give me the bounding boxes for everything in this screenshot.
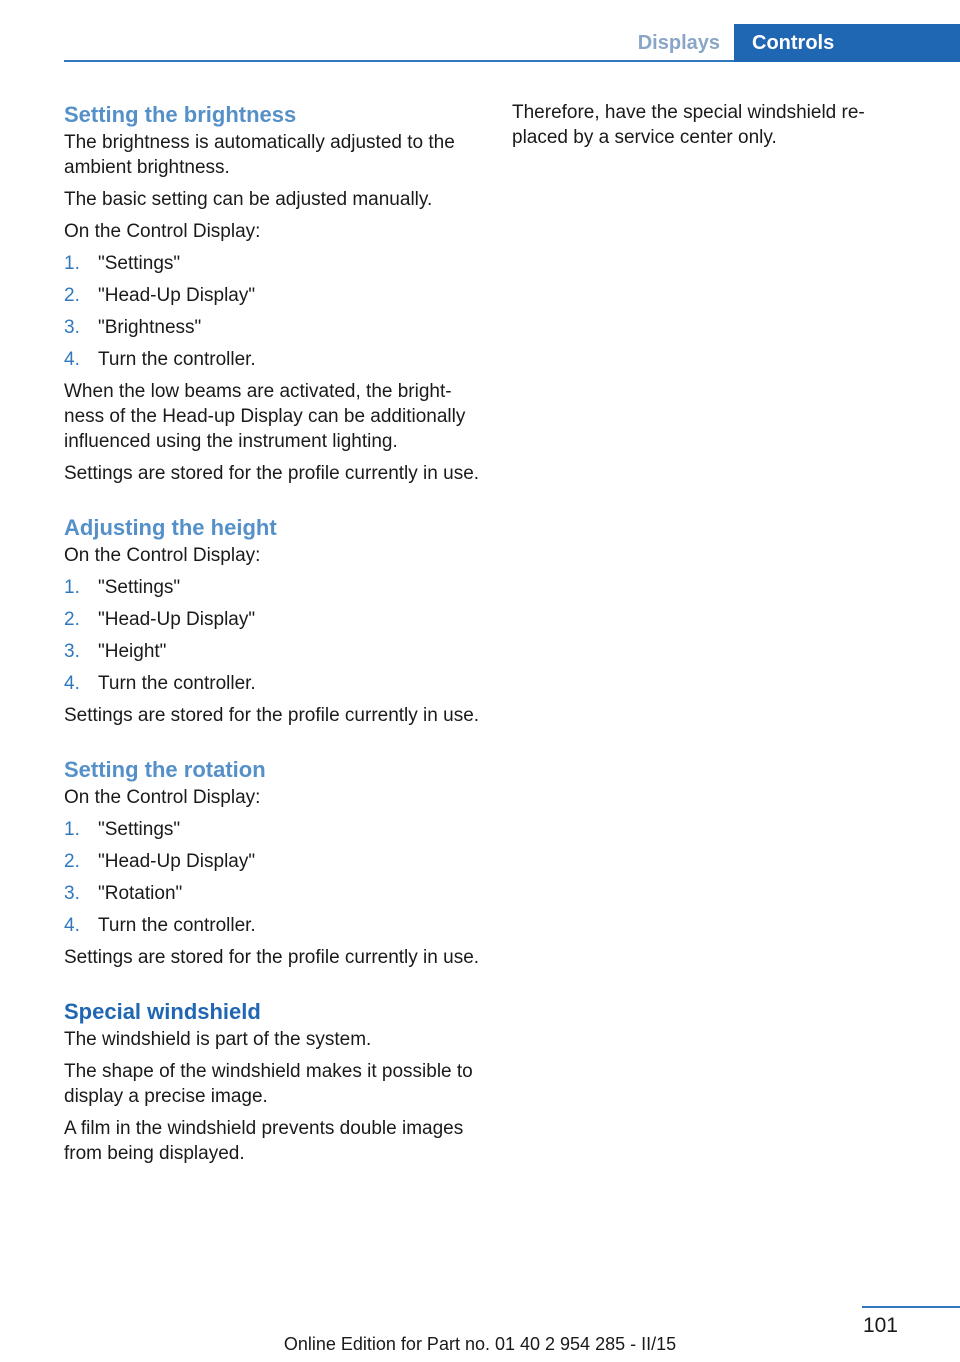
step-number: 4. <box>64 915 80 936</box>
rotation-paragraph-2: Settings are stored for the profile currently in use. <box>64 947 480 968</box>
brightness-paragraph-5: Settings are stored for the profile currently in use. <box>64 463 480 484</box>
list-item <box>64 315 482 340</box>
brightness-paragraph-3: On the Control Display: <box>64 221 261 242</box>
brightness-paragraph-2: The basic setting can be adjusted manually. <box>64 189 433 210</box>
windshield-paragraph-2: The shape of the windshield makes it possible to display a precise image. <box>64 1061 473 1107</box>
step-text: "Head-Up Display" <box>98 851 256 872</box>
brightness-paragraph-1: The brightness is automatically adjusted to the ambient brightness. <box>64 132 455 178</box>
step-number: 3. <box>64 317 80 338</box>
step-text: Turn the controller. <box>98 349 256 370</box>
windshield-paragraph-1: The windshield is part of the system. <box>64 1029 372 1050</box>
height-paragraph-2: Settings are stored for the profile currently in use. <box>64 705 480 726</box>
list-item <box>64 283 482 308</box>
height-steps <box>64 575 482 696</box>
step-text: "Height" <box>98 641 167 662</box>
step-number: 3. <box>64 883 80 904</box>
brightness-paragraph-4: When the low beams are activated, the brightness of the Head-up Display can be additionally influenced using the instrument lighting. <box>64 381 466 452</box>
rotation-steps <box>64 817 482 938</box>
step-number: 2. <box>64 609 80 630</box>
step-text: Turn the controller. <box>98 915 256 936</box>
tab-displays[interactable]: Displays <box>637 32 720 54</box>
step-number: 2. <box>64 851 80 872</box>
step-text: Turn the controller. <box>98 673 256 694</box>
windshield-paragraph-4: Therefore, have the special windshield replaced by a service center only. <box>512 102 865 148</box>
step-text: "Rotation" <box>98 883 183 904</box>
list-item <box>64 881 482 906</box>
list-item <box>64 913 482 938</box>
list-item <box>64 817 482 842</box>
list-item <box>64 639 482 664</box>
step-text: "Head-Up Display" <box>98 609 256 630</box>
step-number: 1. <box>64 577 80 598</box>
step-text: "Head-Up Display" <box>98 285 256 306</box>
tab-controls[interactable]: Controls <box>734 24 960 62</box>
windshield-paragraph-3: A film in the windshield prevents double images from being displayed. <box>64 1118 464 1164</box>
page-number: 101 <box>862 1314 898 1337</box>
section-title-windshield: Special windshield <box>64 999 261 1024</box>
left-column <box>64 100 482 1173</box>
footer-rule <box>862 1306 960 1308</box>
list-item <box>64 671 482 696</box>
step-number: 2. <box>64 285 80 306</box>
right-column <box>512 100 892 157</box>
list-item <box>64 849 482 874</box>
list-item <box>64 251 482 276</box>
step-number: 3. <box>64 641 80 662</box>
list-item <box>64 575 482 600</box>
step-text: "Brightness" <box>98 317 202 338</box>
footer-edition: Online Edition for Part no. 01 40 2 954 285 - II/15 <box>283 1334 677 1354</box>
section-title-brightness: Setting the brightness <box>64 102 297 127</box>
step-text: "Settings" <box>98 577 181 598</box>
section-title-rotation: Setting the rotation <box>64 757 266 782</box>
step-number: 4. <box>64 673 80 694</box>
step-number: 4. <box>64 349 80 370</box>
step-number: 1. <box>64 253 80 274</box>
height-paragraph-1: On the Control Display: <box>64 545 261 566</box>
list-item <box>64 347 482 372</box>
list-item <box>64 607 482 632</box>
step-number: 1. <box>64 819 80 840</box>
section-title-height: Adjusting the height <box>64 515 277 540</box>
step-text: "Settings" <box>98 819 181 840</box>
brightness-steps <box>64 251 482 372</box>
step-text: "Settings" <box>98 253 181 274</box>
rotation-paragraph-1: On the Control Display: <box>64 787 261 808</box>
